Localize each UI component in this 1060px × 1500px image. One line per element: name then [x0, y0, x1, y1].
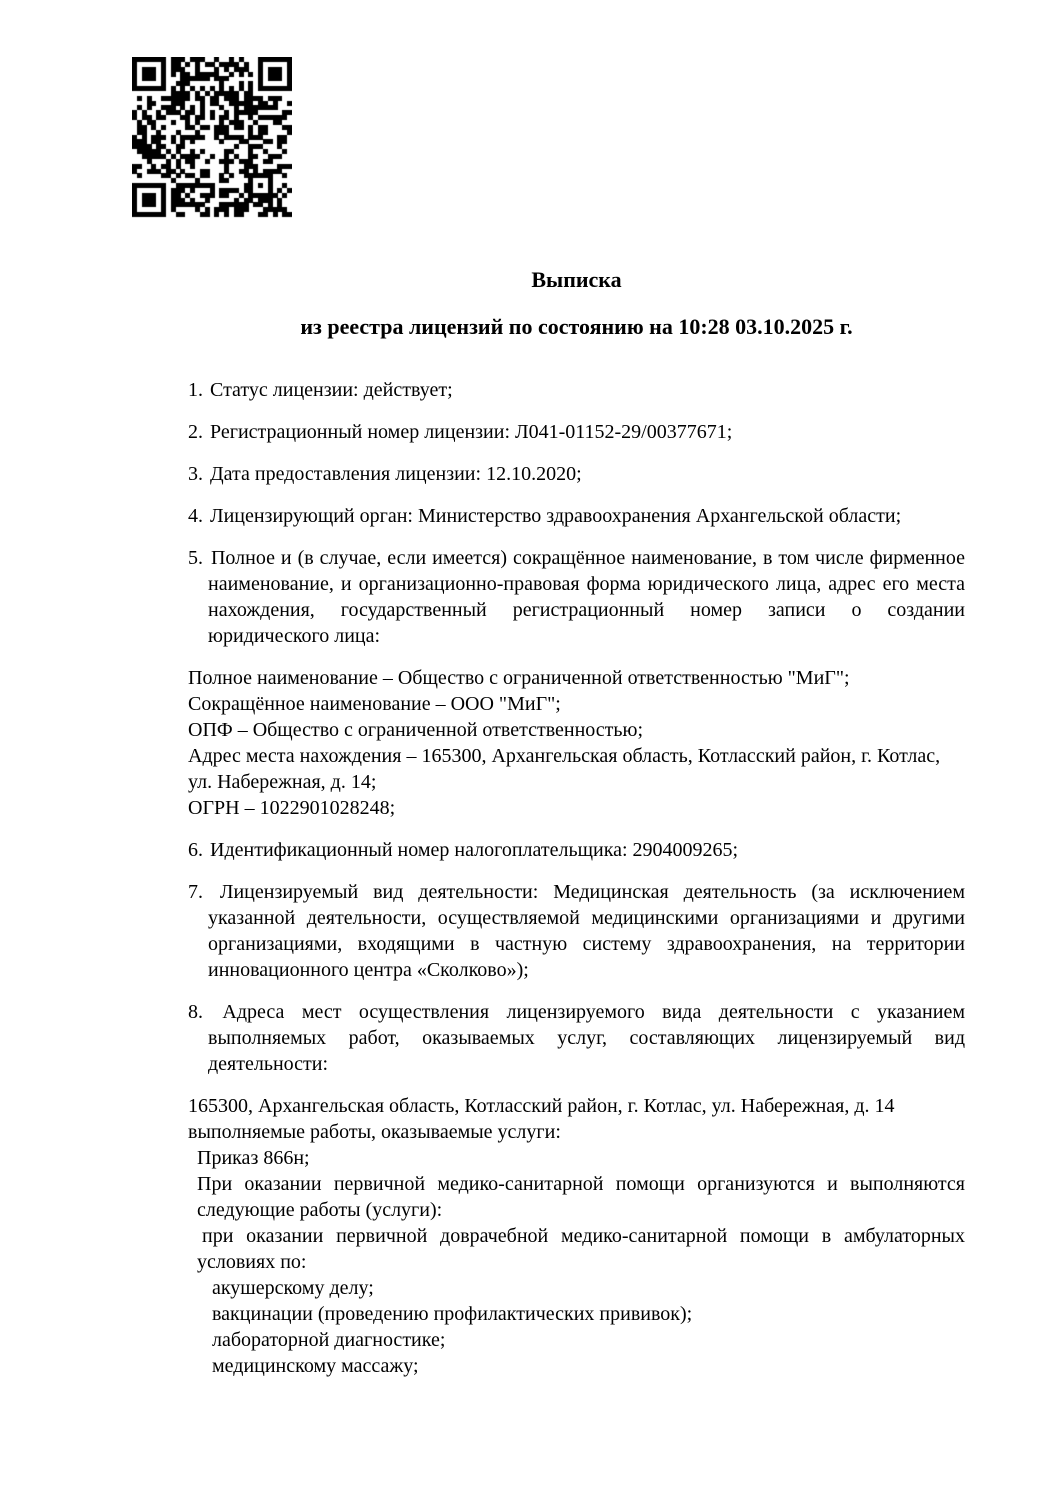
- activity-primary-care-paragraph: При оказании первичной медико-санитарной помощи организуются и выполняются следующие работы (услуги):: [197, 1173, 965, 1221]
- entity-short-name: Сокращённое наименование – ООО "МиГ";: [188, 693, 561, 715]
- item-text: Регистрационный номер лицензии: Л041-01152-29/00377671;: [210, 421, 733, 443]
- service-item-vaccination: вакцинации (проведению профилактических прививок);: [212, 1303, 693, 1325]
- entity-ogrn: ОГРН – 1022901028248;: [188, 797, 396, 819]
- entity-block: [188, 665, 965, 821]
- qr-code-image: [132, 57, 292, 220]
- item-text: Идентификационный номер налогоплательщика: 2904009265;: [210, 839, 739, 861]
- activity-address-line: 165300, Архангельская область, Котласский район, г. Котлас, ул. Набережная, д. 14: [188, 1095, 895, 1117]
- document-subtitle: из реестра лицензий по состоянию на 10:28 03.10.2025 г.: [300, 314, 853, 339]
- document-content: [188, 265, 965, 1379]
- entity-full-name: Полное наименование – Общество с ограниченной ответственностью "МиГ";: [188, 667, 850, 689]
- entity-opf: ОПФ – Общество с ограниченной ответственностью;: [188, 719, 644, 741]
- item-text: Лицензирующий орган: Министерство здравоохранения Архангельской области;: [210, 505, 902, 527]
- item-number: 2.: [188, 421, 203, 443]
- document-title: Выписка: [531, 267, 622, 292]
- service-item-obstetrics: акушерскому делу;: [212, 1277, 374, 1299]
- activity-details-block: [188, 1093, 965, 1379]
- license-item-activity-addresses: [188, 999, 965, 1077]
- license-item-grant-date: [188, 461, 965, 487]
- service-item-massage: медицинскому массажу;: [212, 1355, 419, 1377]
- item-number: 6.: [188, 839, 203, 861]
- license-item-name-heading: [188, 545, 965, 649]
- item-text: Адреса мест осуществления лицензируемого вида деятельности с указанием выполняемых работ, оказываемых услуг, составляющих лицензируемый вид деятельности:: [208, 1001, 965, 1075]
- item-number: 7.: [188, 881, 203, 903]
- service-item-lab-diagnostics: лабораторной диагностике;: [212, 1329, 446, 1351]
- license-item-reg-number: [188, 419, 965, 445]
- activity-order-line: Приказ 866н;: [197, 1147, 310, 1169]
- item-text: Статус лицензии: действует;: [210, 379, 453, 401]
- item-number: 8.: [188, 1001, 203, 1023]
- item-number: 1.: [188, 379, 203, 401]
- license-item-activity-type: [188, 879, 965, 983]
- license-item-status: [188, 377, 965, 403]
- item-text: Полное и (в случае, если имеется) сокращённое наименование, в том числе фирменное наименование, и организационно-правовая форма юридического лица, адрес его места нахождения, государственный регистрационный номер записи о создании юридического лица:: [208, 547, 966, 647]
- activity-works-line: выполняемые работы, оказываемые услуги:: [188, 1121, 561, 1143]
- item-text: Лицензируемый вид деятельности: Медицинская деятельность (за исключением указанной деятельности, осуществляемой медицинскими организациями и другими организациями, входящими в частную систему здравоохранения, на территории инновационного центра «Сколково»);: [208, 881, 966, 981]
- item-number: 4.: [188, 505, 203, 527]
- item-number: 5.: [188, 547, 203, 569]
- activity-prehospital-paragraph: при оказании первичной доврачебной медико-санитарной помощи в амбулаторных условиях по:: [197, 1225, 965, 1273]
- license-item-inn: [188, 837, 965, 863]
- item-text: Дата предоставления лицензии: 12.10.2020;: [210, 463, 582, 485]
- item-number: 3.: [188, 463, 203, 485]
- license-item-authority: [188, 503, 965, 529]
- entity-address: Адрес места нахождения – 165300, Архангельская область, Котласский район, г. Котлас, ул. Набережная, д. 14;: [188, 745, 941, 793]
